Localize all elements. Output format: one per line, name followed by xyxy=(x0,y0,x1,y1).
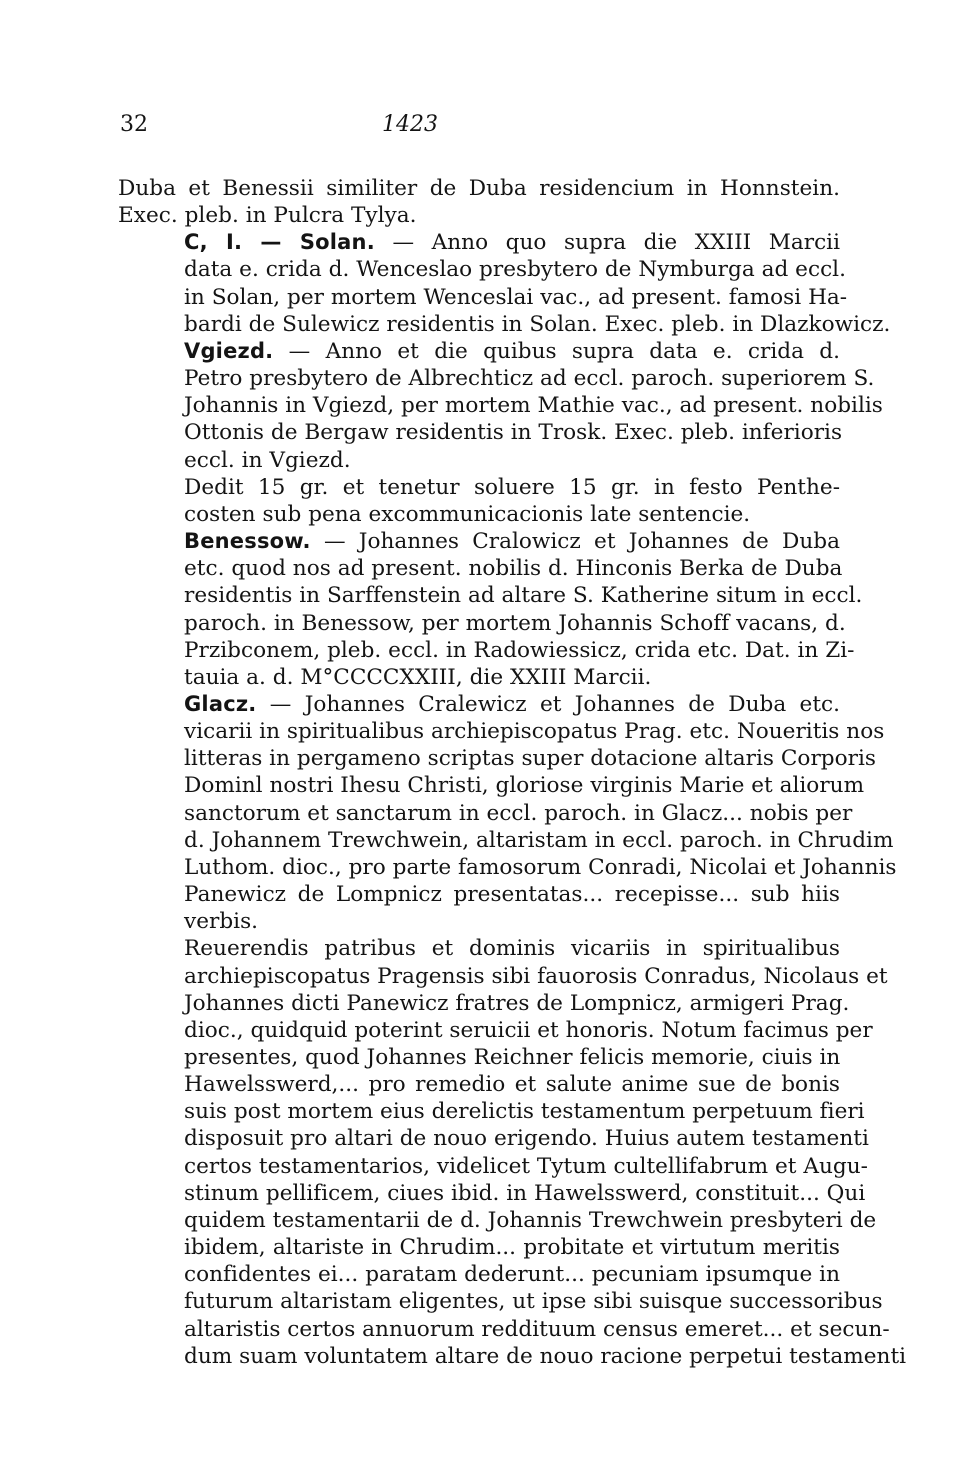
paragraph xyxy=(118,175,840,229)
text-line xyxy=(118,1153,868,1180)
text-line xyxy=(118,1316,890,1343)
text-line xyxy=(118,256,846,283)
line-text: costen sub pena excommunicacionis late sentencie. xyxy=(184,501,751,527)
paragraph xyxy=(118,528,863,691)
line-text: dum suam voluntatem altare de nouo racione perpetui testamenti xyxy=(184,1343,907,1369)
line-text: suis post mortem eius derelictis testamentum perpetuum fieri xyxy=(184,1099,865,1125)
line-text: Johannes dicti Panewicz fratres de Lompnicz, armigeri Prag. xyxy=(184,990,850,1016)
line-text: certos testamentarios, videlicet Tytum cultellifabrum et Augu- xyxy=(184,1153,868,1179)
line-text: disposuit pro altari de nouo erigendo. Huius autem testamenti xyxy=(184,1126,869,1152)
line-text: confidentes ei... paratam dederunt... pecuniam ipsumque in xyxy=(184,1262,840,1288)
text-line xyxy=(118,1098,865,1125)
text-line xyxy=(118,963,888,990)
paragraph xyxy=(118,691,897,935)
text-line xyxy=(118,990,850,1017)
line-text: altaristis certos annuorum reddituum census emeret... et secun- xyxy=(184,1316,890,1342)
paragraph xyxy=(118,229,891,338)
line-text: bardi de Sulewicz residentis in Solan. Exec. pleb. in Dlazkowicz. xyxy=(184,311,891,337)
line-text: archiepiscopatus Pragensis sibi fauorosis Conradus, Nicolaus et xyxy=(184,963,888,989)
line-text: d. Johannem Trewchwein, altaristam in eccl. paroch. in Chrudim xyxy=(184,827,894,853)
line-text: vicarii in spiritualibus archiepiscopatus Prag. etc. Noueritis nos xyxy=(184,719,885,745)
line-text: etc. quod nos ad present. nobilis d. Hinconis Berka de Duba xyxy=(184,556,843,582)
line-text: Hawelsswerd,... pro remedio et salute anime sue de bonis xyxy=(184,1072,840,1098)
entry-heading: Benessow. xyxy=(184,529,311,554)
text-line xyxy=(118,827,894,854)
text-line xyxy=(118,1207,877,1234)
text-line xyxy=(118,555,843,582)
text-line xyxy=(118,1017,873,1044)
text-line xyxy=(118,637,855,664)
body-text xyxy=(118,175,907,1370)
text-line xyxy=(118,202,840,229)
line-text: ibidem, altariste in Chrudim... probitate et virtutum meritis xyxy=(184,1235,840,1261)
line-text: — Johannes Cralowicz et Johannes de Duba xyxy=(310,529,840,555)
line-text: Dedit 15 gr. et tenetur soluere 15 gr. in festo Penthe- xyxy=(184,474,840,500)
line-text: Exec. pleb. in Pulcra Tylya. xyxy=(118,203,417,229)
line-text: — Anno quo supra die XXIII Marcii xyxy=(374,230,841,256)
line-text: futurum altaristam eligentes, ut ipse sibi suisque successoribus xyxy=(184,1289,883,1315)
book-page xyxy=(118,112,907,1370)
line-text: stinum pellificem, ciues ibid. in Hawelsswerd, constituit... Qui xyxy=(184,1180,866,1206)
line-text: litteras in pergameno scriptas super dotacione altaris Corporis xyxy=(184,746,876,772)
text-line xyxy=(118,474,840,501)
text-line xyxy=(118,1343,907,1370)
text-line xyxy=(118,908,840,935)
text-line xyxy=(118,854,897,881)
line-text: Dominl nostri Ihesu Christi, gloriose virginis Marie et aliorum xyxy=(184,773,865,799)
line-text: — Anno et die quibus supra data e. crida d. xyxy=(273,338,840,364)
line-text: in Solan, per mortem Wenceslai vac., ad present. famosi Ha- xyxy=(184,284,848,310)
entry-heading: Glacz. xyxy=(184,691,257,716)
page-number: 32 xyxy=(120,112,148,137)
paragraph xyxy=(118,338,883,474)
text-line xyxy=(118,284,848,311)
line-text: Reuerendis patribus et dominis vicariis in spiritualibus xyxy=(184,936,840,962)
line-text: eccl. in Vgiezd. xyxy=(184,447,351,473)
text-line xyxy=(118,447,840,474)
line-text: residentis in Sarffenstein ad altare S. Katherine situm in eccl. xyxy=(184,583,863,609)
line-text: Petro presbytero de Albrechticz ad eccl. paroch. superiorem S. xyxy=(184,366,875,392)
text-line xyxy=(118,1234,840,1261)
line-text: Luthom. dioc., pro parte famosorum Conradi, Nicolai et Johannis xyxy=(184,854,897,880)
text-line xyxy=(118,800,853,827)
text-line xyxy=(118,365,875,392)
paragraph xyxy=(118,474,840,528)
text-line xyxy=(118,772,865,799)
text-line xyxy=(118,664,840,691)
line-text: Duba et Benessii similiter de Duba residencium in Honnstein. xyxy=(118,176,840,201)
text-line xyxy=(118,610,846,637)
text-line xyxy=(118,1125,869,1152)
text-line xyxy=(118,175,840,202)
line-text: data e. crida d. Wenceslao presbytero de Nymburga ad eccl. xyxy=(184,257,846,283)
paragraph xyxy=(118,935,907,1370)
running-head-year: 1423 xyxy=(382,112,438,137)
line-text: Johannis in Vgiezd, per mortem Mathie vac., ad present. nobilis xyxy=(184,393,883,419)
line-text: paroch. in Benessow, per mortem Johannis Schoff vacans, d. xyxy=(184,610,846,636)
text-line xyxy=(118,501,840,528)
text-line xyxy=(118,718,885,745)
line-text: Ottonis de Bergaw residentis in Trosk. Exec. pleb. inferioris xyxy=(184,420,843,446)
text-line xyxy=(118,745,876,772)
text-line xyxy=(118,1288,883,1315)
text-line xyxy=(118,1071,840,1098)
running-head xyxy=(118,112,840,142)
line-text: Panewicz de Lompnicz presentatas... recepisse... sub hiis xyxy=(184,882,840,908)
text-line xyxy=(118,1180,866,1207)
line-text: — Johannes Cralewicz et Johannes de Duba etc. xyxy=(256,691,840,717)
text-line xyxy=(118,392,883,419)
text-line xyxy=(118,229,840,256)
entry-heading: C, I. — Solan. xyxy=(184,230,375,255)
line-text: verbis. xyxy=(184,909,259,935)
entry-heading: Vgiezd. xyxy=(184,338,274,363)
line-text: sanctorum et sanctarum in eccl. paroch. in Glacz... nobis per xyxy=(184,800,853,826)
text-line xyxy=(118,935,840,962)
text-line xyxy=(118,528,840,555)
line-text: tauia a. d. M°CCCCXXIII, die XXIII Marcii. xyxy=(184,664,652,690)
line-text: dioc., quidquid poterint seruicii et honoris. Notum facimus per xyxy=(184,1017,873,1043)
line-text: presentes, quod Johannes Reichner felicis memorie, ciuis in xyxy=(184,1045,841,1070)
text-line xyxy=(118,419,843,446)
text-line xyxy=(118,881,840,908)
line-text: Przibconem, pleb. eccl. in Radowiessicz, crida etc. Dat. in Zi- xyxy=(184,637,855,663)
text-line xyxy=(118,338,840,365)
line-text: quidem testamentarii de d. Johannis Trewchwein presbyteri de xyxy=(184,1207,877,1233)
text-line xyxy=(118,582,863,609)
text-line xyxy=(118,1044,840,1071)
text-line xyxy=(118,691,840,718)
text-line xyxy=(118,1261,840,1288)
text-line xyxy=(118,311,891,338)
